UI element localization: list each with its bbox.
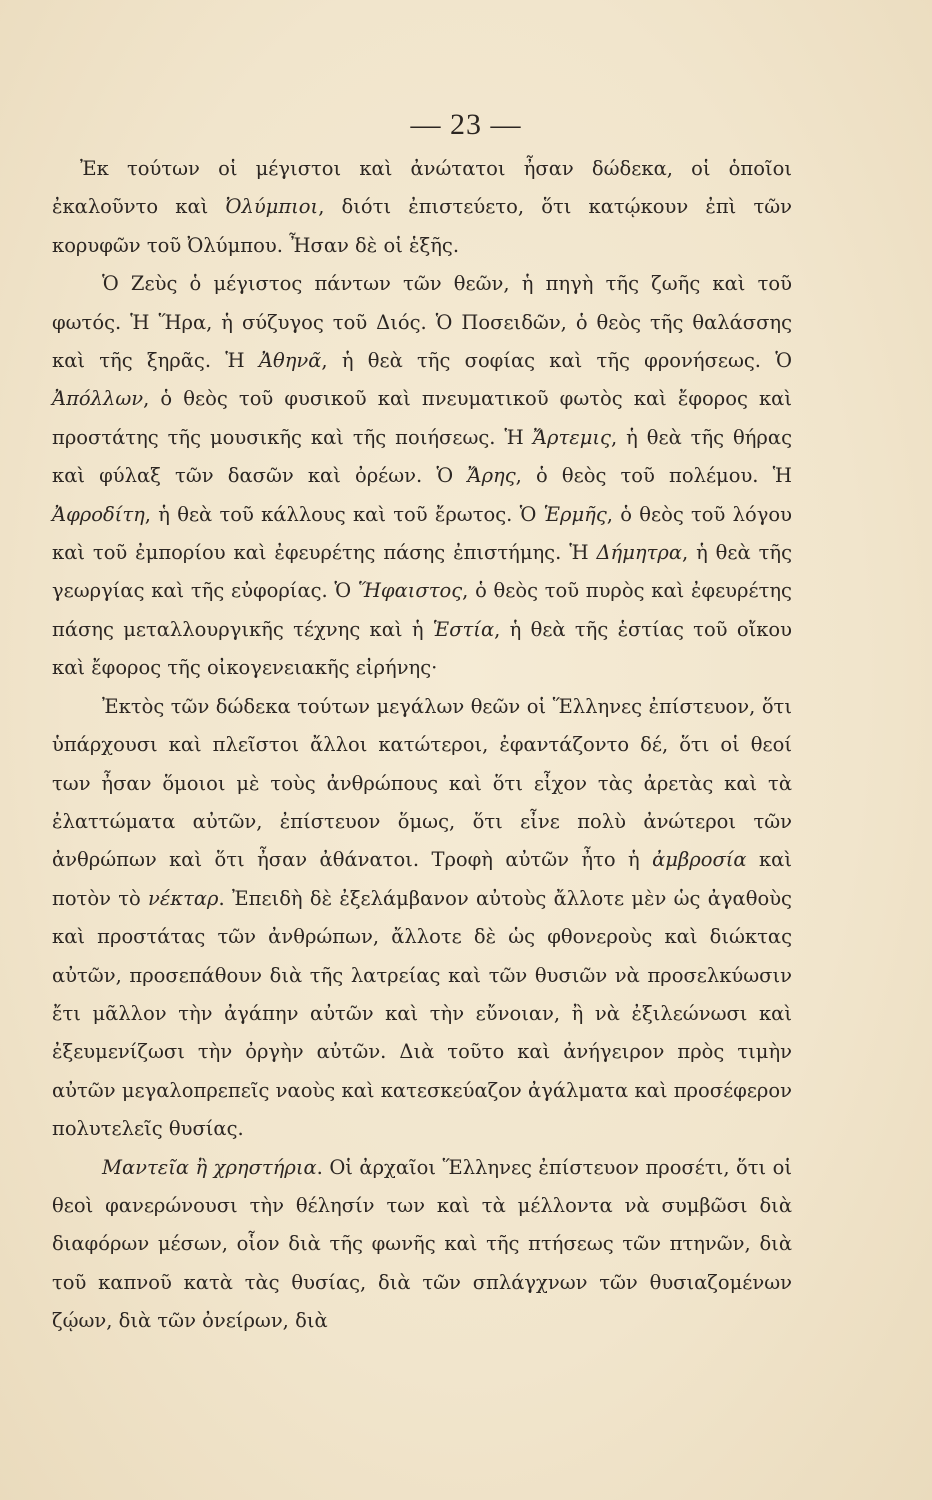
italic-term: Ἄρης <box>467 464 516 488</box>
italic-term: νέκταρ <box>148 886 219 910</box>
text-run: , ἡ θεὰ τῆς θήρας καὶ φύλαξ τῶν δασῶν καὶ ὀρέων. Ὁ <box>52 425 792 488</box>
italic-term: Μαντεῖα ἢ χρηστήρια <box>102 1155 317 1179</box>
italic-term: Ὀλύμπιοι <box>225 195 319 219</box>
body-text <box>52 150 792 1341</box>
text-run: , ἡ θεὰ τῆς σοφίας καὶ τῆς φρονήσεως. Ὁ <box>321 349 792 373</box>
text-run: , διότι ἐπιστεύετο, ὅτι κατῴκουν ἐπὶ τῶν κορυφῶν τοῦ Ὀλύμπου. Ἦσαν δὲ οἱ ἑξῆς. <box>52 195 792 257</box>
italic-term: Ἀπόλλων <box>52 387 144 411</box>
italic-term: Ἄρτεμις <box>532 425 611 449</box>
text-run: , ἡ θεὰ τῆς γεωργίας καὶ τῆς εὐφορίας. Ὁ <box>52 541 792 603</box>
italic-term: ἀμβροσία <box>652 848 747 872</box>
text-run: . Οἱ ἀρχαῖοι Ἕλληνες ἐπίστευον προσέτι, ὅτι οἱ θεοὶ φανερώνουσι τὴν θέλησίν των καὶ τὰ μέλλοντα νὰ συμβῶσι διὰ διαφόρων μέσων, οἷον διὰ τῆς φωνῆς καὶ τῆς πτήσεως τῶν πτηνῶν, διὰ τοῦ καπνοῦ κατὰ τὰς θυσίας, διὰ τῶν σπλάγχνων τῶν θυσιαζομένων ζῴων, διὰ τῶν ὀνείρων, διὰ <box>52 1155 792 1333</box>
paragraph <box>52 1149 792 1341</box>
text-run: καὶ ποτὸν τὸ <box>52 848 792 910</box>
italic-term: Ἑρμῆς <box>543 502 607 526</box>
text-run: , ὁ θεὸς τοῦ λόγου καὶ τοῦ ἐμπορίου καὶ ἐφευρέτης πάσης ἐπιστήμης. Ἡ <box>52 502 792 565</box>
italic-term: Ἀφροδίτη <box>52 502 145 526</box>
text-run: , ὁ θεὸς τοῦ πυρὸς καὶ ἐφευρέτης πάσης μεταλλουργικῆς τέχνης καὶ ἡ <box>52 579 792 641</box>
text-run: Ἐκτὸς τῶν δώδεκα τούτων μεγάλων θεῶν οἱ Ἕλληνες ἐπίστευον, ὅτι ὑπάρχουσι καὶ πλεῖστοι ἄλλοι κατώτεροι, ἐφαντάζοντο δέ, ὅτι οἱ θεοί των ἦσαν ὅμοιοι μὲ τοὺς ἀνθρώπους καὶ ὅτι εἶχον τὰς ἀρετὰς καὶ τὰ ἐλαττώματα αὐτῶν, ἐπίστευον ὅμως, ὅτι εἶνε πολὺ ἀνώτεροι τῶν ἀνθρώπων καὶ ὅτι ἦσαν ἀθάνατοι. Τροφὴ αὐτῶν ἦτο ἡ <box>52 694 792 872</box>
text-run: Ἐκ τούτων οἱ μέγιστοι καὶ ἀνώτατοι ἦσαν δώδεκα, οἱ ὁποῖοι ἐκαλοῦντο καὶ <box>52 157 792 219</box>
text-run: , ὁ θεὸς τοῦ πολέμου. Ἡ <box>515 464 792 488</box>
page-number: — 23 — <box>410 108 522 141</box>
text-run: , ἡ θεὰ τοῦ κάλλους καὶ τοῦ ἔρωτος. Ὁ <box>144 502 544 526</box>
italic-term: Δήμητρα <box>596 541 682 565</box>
paragraph <box>52 688 792 1149</box>
text-run: , ἡ θεὰ τῆς ἑστίας τοῦ οἴκου καὶ ἔφορος τῆς οἰκογενειακῆς εἰρήνης· <box>52 617 792 680</box>
text-run: . Ἐπειδὴ δὲ ἐξελάμβανον αὐτοὺς ἄλλοτε μὲν ὡς ἀγαθοὺς καὶ προστάτας τῶν ἀνθρώπων, ἄλλοτε δὲ ὡς φθονεροὺς καὶ διώκτας αὐτῶν, προσεπάθουν διὰ τῆς λατρείας καὶ τῶν θυσιῶν νὰ προσελκύωσιν ἔτι μᾶλλον τὴν ἀγάπην αὐτῶν καὶ τὴν εὔνοιαν, ἢ νὰ ἐξιλεώνωσι καὶ ἐξευμενίζωσι τὴν ὀργὴν αὐτῶν. Διὰ τοῦτο καὶ ἀνήγειρον πρὸς τιμὴν αὐτῶν μεγαλοπρεπεῖς ναοὺς καὶ κατεσκεύαζον ἀγάλματα καὶ προσέφερον πολυτελεῖς θυσίας. <box>52 886 792 1141</box>
paragraph <box>52 150 792 265</box>
text-run: Ὁ Ζεὺς ὁ μέγιστος πάντων τῶν θεῶν, ἡ πηγὴ τῆς ζωῆς καὶ τοῦ φωτός. Ἡ Ἥρα, ἡ σύζυγος τοῦ Διός. Ὁ Ποσειδῶν, ὁ θεὸς τῆς θαλάσσης καὶ τῆς ξηρᾶς. Ἡ <box>52 272 792 373</box>
italic-term: Ἥφαιστος <box>357 579 463 603</box>
italic-term: Ἑστία <box>432 617 495 641</box>
text-run: , ὁ θεὸς τοῦ φυσικοῦ καὶ πνευματικοῦ φωτὸς καὶ ἔφορος καὶ προστάτης τῆς μουσικῆς καὶ τῆς ποιήσεως. Ἡ <box>52 387 792 449</box>
paragraph <box>52 265 792 687</box>
italic-term: Ἀθηνᾶ <box>258 349 322 373</box>
